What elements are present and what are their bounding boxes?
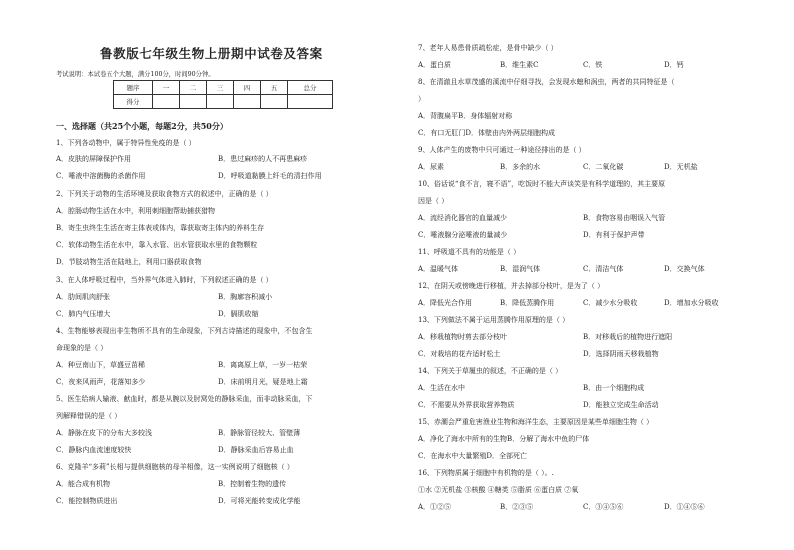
option-line: A．温暖气体 <box>418 265 459 273</box>
option-line: C．清洁气体 <box>583 265 624 273</box>
option-line: A．种豆南山下，草盛豆苗稀 <box>56 361 146 369</box>
exam-note: 考试说明：本试卷五个大题，满分100分，时间90分钟。 <box>56 71 215 78</box>
score-table-score-row <box>114 95 333 109</box>
question-line: 命现象的是（ ） <box>56 344 108 352</box>
option-line: C．③④⑤⑥ <box>583 503 624 511</box>
option-line: C．在海水中大量繁殖D．全部死亡 <box>418 452 527 460</box>
score-header-cell: 三 <box>207 81 234 95</box>
option-line: B．湿润气体 <box>500 265 541 273</box>
question-line: 6、克隆羊“多莉”长相与提供细胞核的母羊相像，这一实例说明了细胞核（ ） <box>56 463 294 471</box>
option-line: A．①②⑤ <box>418 503 452 511</box>
score-cell[interactable] <box>261 95 288 109</box>
option-line: D．膈肌收缩 <box>218 310 259 318</box>
option-line: D．呼吸道黏膜上纤毛的清扫作用 <box>218 172 322 180</box>
score-table <box>113 80 333 109</box>
score-header-cell: 五 <box>261 81 288 95</box>
item-list-line: ①水 ②无机盐 ③核酸 ④糖类 ⑤脂质 ⑥蛋白质 ⑦氧 <box>418 486 579 494</box>
question-line: 14、下列关于草履虫的叙述，不正确的是（ ） <box>418 367 563 375</box>
question-line: ） <box>418 95 425 103</box>
score-header-cell: 题序 <box>114 81 153 95</box>
option-line: C．对栽培的花卉适时松土 <box>418 350 501 358</box>
option-line: C．能控制物质进出 <box>56 497 118 505</box>
question-line: 5、医生给病人输液、献血时，都是从腕以及肘窝处的静脉采血，而非动脉采血，下 <box>56 395 313 403</box>
question-line: 16、下列物质属于细胞中有机物的是（ ）。. <box>418 469 554 477</box>
score-cell[interactable] <box>288 95 333 109</box>
score-table-header-row <box>114 81 333 95</box>
option-line: C．静脉内血流速度较快 <box>56 446 132 454</box>
option-line: B．静脉管径较大、管壁薄 <box>218 429 301 437</box>
option-line: B．由一个细胞构成 <box>583 384 645 392</box>
option-line: B．降低蒸腾作用 <box>500 299 555 307</box>
score-header-cell: 总分 <box>288 81 333 95</box>
question-line: 11、呼吸道不具有的功能是（ ） <box>418 248 521 256</box>
option-line: A．肋间肌肉舒张 <box>56 293 111 301</box>
question-line: 因是（ ） <box>418 197 449 205</box>
option-line: A．移栽植物时剪去部分枝叶 <box>418 333 508 341</box>
option-line: C．不需要从外界获取营养物质 <box>418 401 515 409</box>
score-cell[interactable] <box>207 95 234 109</box>
option-line: A．腔肠动物生活在水中，利用刺细胞帮助捕获猎物 <box>56 207 216 215</box>
score-cell[interactable] <box>234 95 261 109</box>
question-line: 15、赤潮会严重危害渔业生物和海洋生态，主要原因是某些单细胞生物（ ） <box>418 418 654 426</box>
option-line: A．净化了海水中所有的生物B．分解了海水中鱼的尸体 <box>418 435 590 443</box>
option-line: D．无机盐 <box>664 163 698 171</box>
option-line: D．静脉采血后容易止血 <box>218 446 294 454</box>
option-line: B．胸廓容积减小 <box>218 293 273 301</box>
option-line: C．唾液腺分泌唾液的量减少 <box>418 231 508 239</box>
option-line: D．床前明月光，疑是地上霜 <box>218 378 308 386</box>
option-line: B．多余的水 <box>500 163 541 171</box>
option-line: D．交换气体 <box>664 265 705 273</box>
score-header-cell: 四 <box>234 81 261 95</box>
score-row-label: 得分 <box>114 95 153 109</box>
option-line: D．选择阴雨天移栽植物 <box>583 350 659 358</box>
option-line: D．钙 <box>664 61 684 69</box>
option-line: C．减少水分吸收 <box>583 299 638 307</box>
option-line: C．二氧化碳 <box>583 163 624 171</box>
option-line: A．降低光合作用 <box>418 299 473 307</box>
option-line: A．蛋白质 <box>418 61 452 69</box>
question-line: 10、俗话说“食不言，寝不语”，吃饭时不能大声谈笑是有科学道理的，其主要原 <box>418 180 666 188</box>
question-line: 4、生物能够表现出非生物所不具有的生命现象，下列古诗描述的现象中，不包含生 <box>56 327 313 335</box>
question-line: 2、下列关于动物的生活环境及获取食物方式的叙述中，正确的是（ ） <box>56 190 273 198</box>
option-line: D．有利于保护声带 <box>583 231 645 239</box>
question-line: 列解释错误的是（ ） <box>56 412 122 420</box>
question-line: 8、在清澈且水草茂盛的溪流中仔细寻找，会发现水螅和涡虫，两者的共同特征是（ <box>418 78 675 86</box>
question-line: 7、老年人易患骨质疏松症，是骨中缺少（ ） <box>418 44 558 52</box>
option-line: C．有口无肛门D．体壁由内外两层细胞构成 <box>418 129 555 137</box>
option-line: A．生活在水中 <box>418 384 466 392</box>
option-line: B．食物容易由咽误入气管 <box>583 214 666 222</box>
page-title: 鲁教版七年级生物上册期中试卷及答案 <box>100 46 323 61</box>
option-line: A．能合成有机物 <box>56 480 111 488</box>
option-line: A．静脉在皮下的分布大多较浅 <box>56 429 153 437</box>
score-cell[interactable] <box>153 95 180 109</box>
option-line: C．软体动物生活在水中，靠入水管、出水管获取水里的食物颗粒 <box>56 241 258 249</box>
option-line: D．可将光能转变成化学能 <box>218 497 301 505</box>
option-line: B．②③⑤ <box>500 503 534 511</box>
option-line: B．对移栽后的植物进行遮阳 <box>583 333 673 341</box>
option-line: D．①④⑤⑥ <box>664 503 705 511</box>
question-line: 3、在人体呼吸过程中，当外界气体进入肺时，下列叙述正确的是（ ） <box>56 276 273 284</box>
question-line: 9、人体产生的废物中只可通过一种途径排出的是（ ） <box>418 146 586 154</box>
score-header-cell: 一 <box>153 81 180 95</box>
question-line: 13、下列做法不属于运用蒸腾作用原理的是（ ） <box>418 316 570 324</box>
option-line: A．流经消化器官的血量减少 <box>418 214 508 222</box>
option-line: D．能独立完成生命活动 <box>583 401 659 409</box>
option-line: C．肺内气压增大 <box>56 310 111 318</box>
section-heading: 一、选择题（共25个小题，每题2分，共50分） <box>56 121 228 131</box>
option-line: C．夜来风雨声，花落知多少 <box>56 378 146 386</box>
score-cell[interactable] <box>180 95 207 109</box>
option-line: B．患过麻疹的人不再患麻疹 <box>218 155 308 163</box>
option-line: C．铁 <box>583 61 603 69</box>
question-line: 1、下列各动物中，属于特异性免疫的是（ ） <box>56 139 196 147</box>
option-line: A．背腹扁平B．身体辐射对称 <box>418 112 513 120</box>
option-line: B．控制着生物的遗传 <box>218 480 287 488</box>
option-line: A．皮肤的屏障保护作用 <box>56 155 132 163</box>
option-line: B．维生素C <box>500 61 539 69</box>
option-line: D．节肢动物生活在陆地上，利用口器获取食物 <box>56 258 202 266</box>
option-line: B．离离原上草，一岁一枯荣 <box>218 361 308 369</box>
question-line: 12、在阴天或傍晚进行移植，并去掉部分枝叶，是为了（ ） <box>418 282 605 290</box>
option-line: B．寄生虫终生生活在寄主体表或体内，靠获取寄主体内的养料生存 <box>56 224 265 232</box>
option-line: A．尿素 <box>418 163 445 171</box>
option-line: D．增加水分吸收 <box>664 299 719 307</box>
option-line: C．唾液中溶菌酶的杀菌作用 <box>56 172 146 180</box>
score-header-cell: 二 <box>180 81 207 95</box>
